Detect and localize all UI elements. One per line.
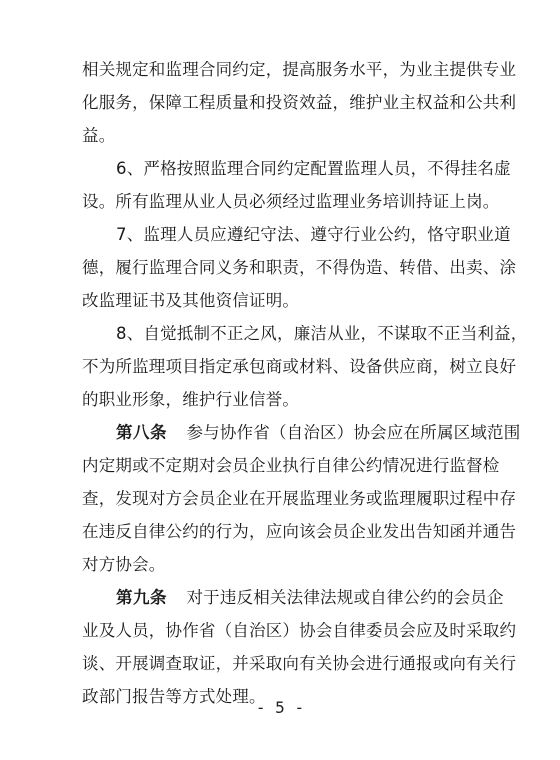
text-line: 德，履行监理合同义务和职责，不得伪造、转借、出卖、涂 — [82, 258, 517, 277]
article-9-first-line — [116, 588, 504, 608]
text-line: 业及人员，协作省（自治区）协会自律委员会应及时采取约 — [82, 621, 517, 640]
text-line: 8、自觉抵制不正之风，廉洁从业，不谋取不正当利益， — [116, 324, 528, 343]
text-line: 内定期或不定期对会员企业执行自律公约情况进行监督检 — [82, 456, 500, 475]
text-line: 政部门报告等方式处理。 — [82, 687, 266, 706]
text-line: 益。 — [82, 126, 116, 145]
article-8-heading: 第八条 — [116, 423, 167, 442]
text-line: 对方协会。 — [82, 555, 166, 574]
text-line: 7、监理人员应遵纪守法、遵守行业公约，恪守职业道 — [116, 225, 511, 244]
article-8-first-line — [116, 423, 520, 443]
text-line: 设。所有监理从业人员必须经过监理业务培训持证上岗。 — [82, 192, 500, 211]
text-line: 在违反自律公约的行为，应向该会员企业发出告知函并通告 — [82, 522, 517, 541]
text-line: 谈、开展调查取证，并采取向有关协会进行通报或向有关行 — [82, 654, 517, 673]
article-9-text: 对于违反相关法律法规或自律公约的会员企 — [186, 588, 504, 607]
page-number: - 5 - — [255, 698, 305, 717]
article-9-heading: 第九条 — [116, 588, 167, 607]
article-8-text: 参与协作省（自治区）协会应在所属区域范围 — [186, 423, 521, 442]
text-line: 查，发现对方会员企业在开展监理业务或监理履职过程中存 — [82, 489, 517, 508]
text-line: 不为所监理项目指定承包商或材料、设备供应商，树立良好 — [82, 357, 517, 376]
text-line: 6、严格按照监理合同约定配置监理人员，不得挂名虚 — [116, 159, 511, 178]
text-line: 相关规定和监理合同约定，提高服务水平，为业主提供专业 — [82, 60, 517, 79]
text-line: 改监理证书及其他资信证明。 — [82, 291, 300, 310]
text-line: 的职业形象，维护行业信誉。 — [82, 390, 300, 409]
text-line: 化服务，保障工程质量和投资效益，维护业主权益和公共利 — [82, 93, 517, 112]
